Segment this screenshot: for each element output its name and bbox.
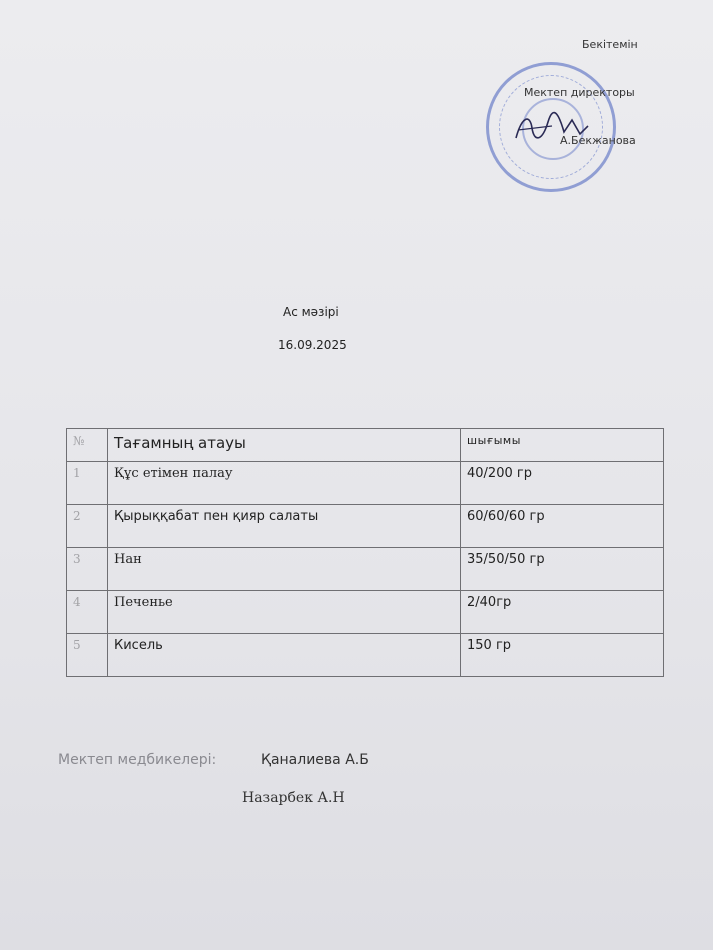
table-row — [67, 634, 664, 677]
nurses-label: Мектеп медбикелері: — [58, 752, 217, 768]
dish-yield: 35/50/50 гр — [461, 548, 664, 591]
dish-name: Кисель — [108, 634, 461, 677]
dish-yield: 40/200 гр — [461, 462, 664, 505]
table-row — [67, 591, 664, 634]
row-number: 5 — [67, 634, 108, 677]
document-title: Ас мәзірі — [283, 305, 339, 319]
table-row — [67, 548, 664, 591]
header-dish-name: Тағамның атауы — [108, 429, 461, 462]
table-header-row — [67, 429, 664, 462]
document-date: 16.09.2025 — [278, 338, 347, 352]
dish-yield: 2/40гр — [461, 591, 664, 634]
table-row — [67, 462, 664, 505]
dish-name: Нан — [108, 548, 461, 591]
nurse-name: Қаналиева А.Б — [261, 752, 369, 768]
dish-yield: 150 гр — [461, 634, 664, 677]
approval-heading: Бекітемін — [582, 38, 638, 51]
dish-name: Құс етімен палау — [108, 462, 461, 505]
header-yield: шығымы — [461, 429, 664, 462]
dish-name: Қырыққабат пен қияр салаты — [108, 505, 461, 548]
row-number: 4 — [67, 591, 108, 634]
row-number: 2 — [67, 505, 108, 548]
dish-name: Печенье — [108, 591, 461, 634]
row-number: 1 — [67, 462, 108, 505]
approval-role: Мектеп директоры — [524, 86, 635, 99]
approval-name: А.Бекжанова — [560, 134, 636, 147]
row-number: 3 — [67, 548, 108, 591]
menu-table — [66, 428, 664, 677]
dish-yield: 60/60/60 гр — [461, 505, 664, 548]
header-number: № — [67, 429, 108, 462]
table-row — [67, 505, 664, 548]
nurse-name: Назарбек А.Н — [242, 790, 345, 806]
